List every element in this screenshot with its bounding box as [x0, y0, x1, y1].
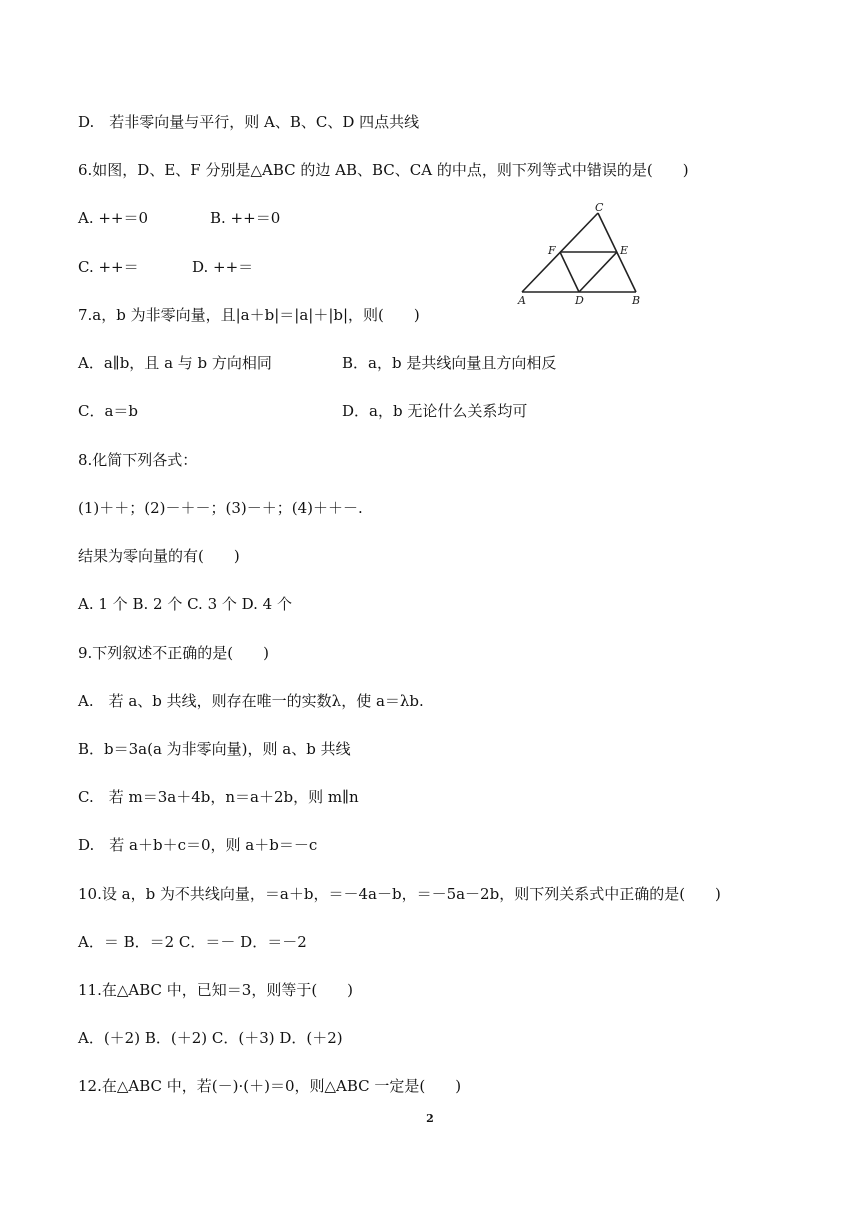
- page-number: 2: [426, 1112, 434, 1125]
- q7-option-b: B．a，b 是共线向量且方向相反: [342, 354, 557, 372]
- q9-option-b: B．b＝3a(a 为非零向量)，则 a、b 共线: [78, 740, 351, 758]
- q8-options: A. 1 个 B. 2 个 C. 3 个 D. 4 个: [78, 595, 292, 613]
- q9-option-a: A. 若 a、b 共线，则存在唯一的实数λ，使 a＝λb.: [78, 692, 424, 710]
- label-c: C: [595, 201, 604, 214]
- label-f: F: [548, 244, 556, 257]
- q7-option-a: A．a∥b，且 a 与 b 方向相同: [78, 354, 272, 372]
- q11-stem: 11.在△ABC 中，已知＝3，则等于( ): [78, 981, 354, 999]
- q5-option-d: D. 若非零向量与平行，则 A、B、C、D 四点共线: [78, 113, 420, 131]
- q6-option-a: A. ++＝0: [78, 209, 149, 227]
- q6-option-b: B. ++＝0: [210, 209, 281, 227]
- q8-question: 结果为零向量的有( ): [78, 547, 240, 565]
- q9-option-c: C. 若 m＝3a＋4b，n＝a＋2b，则 m∥n: [78, 788, 359, 806]
- triangle-figure: [512, 200, 652, 308]
- q10-stem: 10.设 a，b 为不共线向量，＝a＋b，＝－4a－b，＝－5a－2b，则下列关系式中正确的是( ): [78, 885, 721, 903]
- label-b: B: [632, 294, 641, 307]
- q9-option-d: D. 若 a＋b＋c＝0，则 a＋b＝－c: [78, 836, 318, 854]
- q10-options: A．＝ B．＝2 C．＝－ D．＝－2: [78, 933, 307, 951]
- q9-stem: 9.下列叙述不正确的是( ): [78, 644, 270, 662]
- label-d: D: [575, 294, 584, 307]
- q11-options: A．(＋2) B．(＋2) C．(＋3) D．(＋2): [78, 1029, 343, 1047]
- label-e: E: [620, 244, 629, 257]
- q6-stem: 6.如图，D、E、F 分别是△ABC 的边 AB、BC、CA 的中点，则下列等式中错误的是( ): [78, 161, 689, 179]
- q6-option-d: D. ++＝: [192, 258, 254, 276]
- q8-expressions: (1)＋＋；(2)－＋－；(3)－＋；(4)＋＋－.: [78, 499, 363, 517]
- q8-stem: 8.化简下列各式：: [78, 451, 198, 469]
- segment-de: [579, 252, 617, 292]
- q7-option-d: D．a，b 无论什么关系均可: [342, 402, 528, 420]
- segment-fd: [560, 252, 579, 292]
- q12-stem: 12.在△ABC 中，若(－)·(＋)＝0，则△ABC 一定是( ): [78, 1077, 462, 1095]
- q6-option-c: C. ++＝: [78, 258, 139, 276]
- q7-stem: 7.a，b 为非零向量，且|a＋b|＝|a|＋|b|，则( ): [78, 306, 420, 324]
- q7-option-c: C．a＝b: [78, 402, 139, 420]
- label-a: A: [518, 294, 526, 307]
